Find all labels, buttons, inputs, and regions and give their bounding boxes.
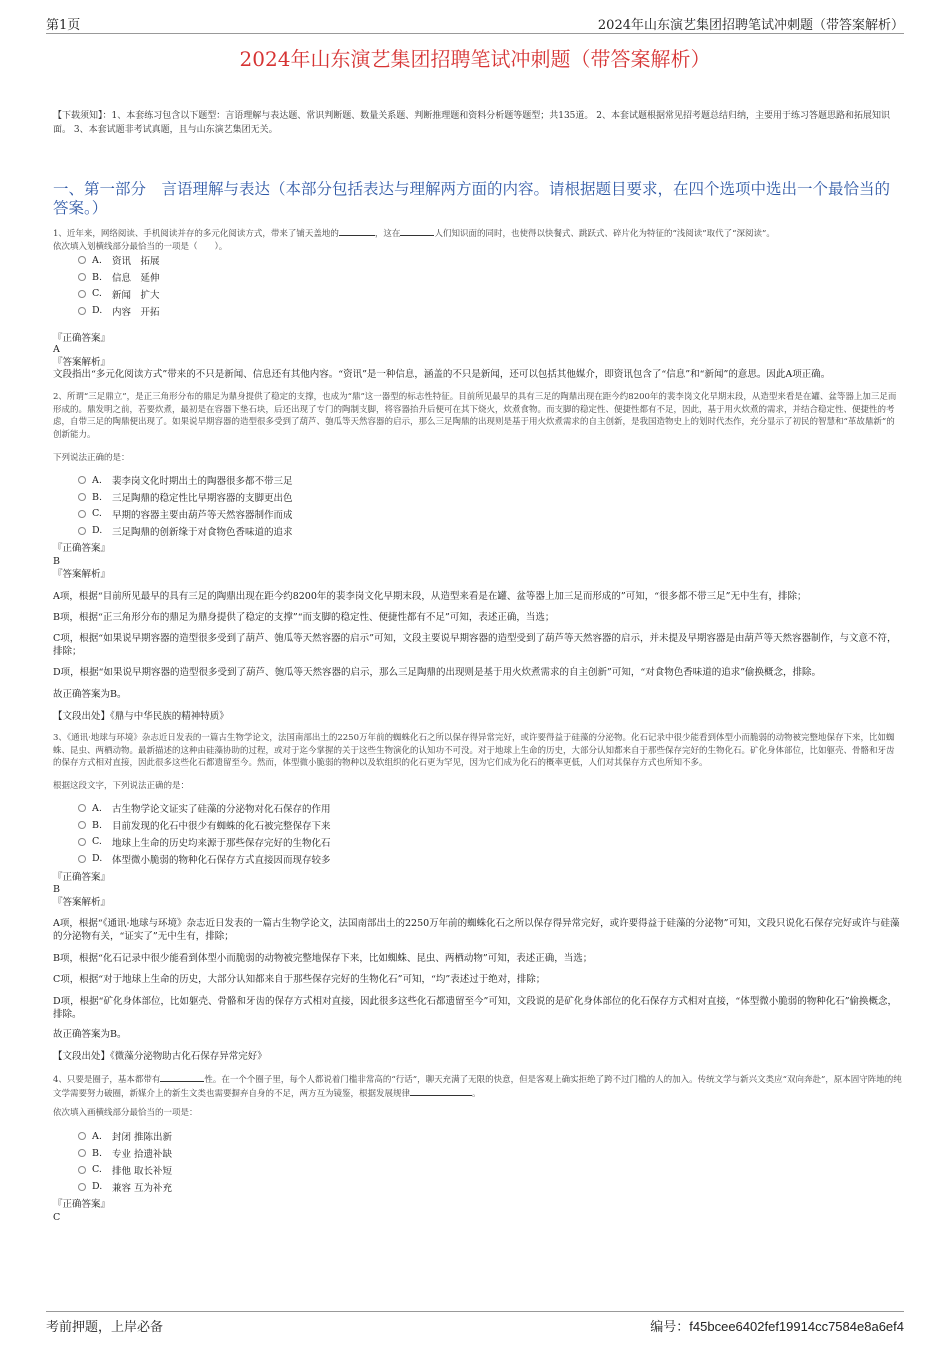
question-2-prompt: 下列说法正确的是： — [53, 453, 130, 463]
correct-answer-value: B — [53, 556, 60, 567]
option-c[interactable]: C. 地球上生命的历史均来源于那些保存完好的生物化石 — [78, 834, 331, 851]
question-4-options — [78, 1128, 172, 1195]
section-heading: 一、第一部分 言语理解与表达（本部分包括表达与理解两方面的内容。请根据题目要求，在四个选项中选出一个最恰当的答案。） — [53, 180, 891, 217]
radio-button[interactable] — [78, 290, 86, 298]
radio-button[interactable] — [78, 510, 86, 518]
question-3-stem: 3、《通讯·地球与环境》杂志近日发表的一篇古生物学论文，法国南部出土的2250万年前的蜘蛛化石之所以保存得异常完好，或许要得益于硅藻的分泌物。化石记录中很少能看到体型小而脆弱的动物被完整地保存下来，比如蜘蛛、昆虫、两栖动物。最新描述的这种由硅藻协助的过程，或对于迄今掌握的关于这些生物演化的认知功不可没。对于地球上生命的历史，大部分认知都来自于那些保存完好的生物化石。矿化身体部位，比如躯壳、骨骼和牙齿的保存方式相对直接，因此很多这些化石都遗留至今。然而，体型微小脆弱的物种以及软组织的化石更为罕见，因为它们成为化石的概率更低，人们对其保存方式也所知不多。 — [53, 733, 895, 768]
question-4-stem: 4、只要是圈子，基本都带有 性。在一个个圈子里，每个人都说着门槛非常高的“行话”，聊天充满了无限的快意，但是客观上确实拒绝了跨不过门槛的人的加入。传统文学与新兴文类应“双向奔赴”，原本固守阵地的纯文学需要努力破圈，新媒介上的新生文类也需要摒弃自身的不足，两方互为镜鉴，根据发展规律 。 — [53, 1075, 902, 1099]
option-d[interactable]: D. 三足陶鼎的创新缘于对食物色香味道的追求 — [78, 522, 293, 539]
correct-answer-value: C — [53, 1212, 61, 1223]
radio-button[interactable] — [78, 273, 86, 281]
analysis-paragraph: D项，根据“如果说早期容器的造型很多受到了葫芦、匏瓜等天然容器的启示，那么三足陶鼎的出现则是基于用火炊煮需求的自主创新”可知，“对食物色香味道的追求”偷换概念，排除。 — [53, 667, 822, 678]
radio-button[interactable] — [78, 855, 86, 863]
option-a[interactable]: A. 裴李岗文化时期出土的陶器很多都不带三足 — [78, 472, 293, 489]
passage-source: 【文段出处】《鼎与中华民族的精神特质》 — [53, 711, 229, 722]
correct-answer-value: B — [53, 884, 60, 895]
option-b[interactable]: B. 信息 延伸 — [78, 269, 160, 286]
correct-answer-label: 『正确答案』 — [53, 1199, 111, 1210]
analysis-paragraph: B项，根据“正三角形分布的鼎足为鼎身提供了稳定的支撑”“而支脚的稳定性、便捷性都有不足”可知，表述正确，当选； — [53, 612, 555, 623]
option-c[interactable]: C. 排他 取长补短 — [78, 1162, 172, 1179]
question-2-options — [78, 472, 293, 539]
correct-answer-value: A — [53, 344, 60, 355]
option-c[interactable]: C. 新闻 扩大 — [78, 286, 160, 303]
option-d[interactable]: D. 兼容 互为补充 — [78, 1178, 172, 1195]
correct-answer-label: 『正确答案』 — [53, 872, 111, 883]
page-footer — [46, 1311, 904, 1335]
page-header — [46, 14, 904, 34]
analysis-conclusion: 故正确答案为B。 — [53, 689, 127, 700]
correct-answer-label: 『正确答案』 — [53, 543, 111, 554]
question-3-prompt: 根据这段文字，下列说法正确的是： — [53, 781, 190, 791]
analysis-paragraph: A项，根据“目前所见最早的具有三足的陶鼎出现在距今约8200年的裴李岗文化早期末段，从造型来看是在罐、盆等器上加三足而形成的”可知，“很多都不带三足”无中生有，排除； — [53, 591, 807, 602]
header-doc-title: 2024年山东演艺集团招聘笔试冲刺题（带答案解析） — [597, 18, 904, 33]
analysis-paragraph: C项，根据“如果说早期容器的造型很多受到了葫芦、匏瓜等天然容器的启示”可知，文段主要说早期容器的造型受到了葫芦等天然容器的启示，并未提及早期容器是由葫芦等天然容器制作，与文意不符，排除； — [53, 633, 897, 657]
analysis-label: 『答案解析』 — [53, 357, 111, 368]
radio-button[interactable] — [78, 1149, 86, 1157]
analysis-paragraph: B项，根据“化石记录中很少能看到体型小而脆弱的动物被完整地保存下来，比如蜘蛛、昆虫、两栖动物”可知，表述正确，当选； — [53, 953, 593, 964]
radio-button[interactable] — [78, 256, 86, 264]
option-c[interactable]: C. 早期的容器主要由葫芦等天然容器制作而成 — [78, 506, 293, 523]
question-2-stem: 2、所谓“三足鼎立”，是正三角形分布的鼎足为鼎身提供了稳定的支撑，也成为“鼎”这一器型的标志性特征。目前所见最早的具有三足的陶鼎出现在距今约8200年的裴李岗文化早期末段，从造型来看是在罐、盆等器上加三足而形成的。鼎发明之前，若要炊煮，最初是在容器下垫石块，后还出现了专门的陶制支脚，将容器抬升后便可在其下烧火，炊煮食物。而支脚的稳定性、便捷性都有不足，因此，基于用火炊煮的需求，并结合稳定性、便捷性的考虑，自带三足的陶鼎便出现了。如果说早期容器的造型很多受到了葫芦、匏瓜等天然容器的启示，那么三足陶鼎的出现则是基于用火炊煮需求的自主创新，是我国造物史上的划时代杰作，充分显示了初民的智慧和“革故鼎新”的创新能力。 — [53, 392, 897, 440]
download-notice: 【下载须知】：1、本套练习包含以下题型：言语理解与表达题、常识判断题、数量关系题、判断推理题和资料分析题等题型；共135道。 2、本套试题根据常见招考题总结归纳，主要用于练习答题思路和拓展知识面。 3、本套试题非考试真题，且与山东演艺集团无关。 — [53, 111, 890, 135]
radio-button[interactable] — [78, 1183, 86, 1191]
question-3-options — [78, 800, 331, 867]
footer-slogan: 考前押题，上岸必备 — [46, 1320, 164, 1335]
question-4-prompt: 依次填入画横线部分最恰当的一项是： — [53, 1108, 198, 1118]
radio-button[interactable] — [78, 1132, 86, 1140]
analysis-paragraph: A项，根据“《通讯·地球与环境》杂志近日发表的一篇古生物学论文，法国南部出土的2250万年前的蜘蛛化石之所以保存得异常完好，或许要得益于硅藻的分泌物”可知，文段只说化石保存完好或许与硅藻的分泌物有关，“证实了”无中生有，排除； — [53, 918, 900, 942]
question-1-analysis: 文段指出“多元化阅读方式”带来的不只是新闻、信息还有其他内容。“资讯”是一种信息，涵盖的不只是新闻，还可以包括其他媒介，即资讯包含了“信息”和“新闻”的意思。因此A项正确。 — [53, 369, 831, 380]
analysis-paragraph: C项，根据“对于地球上生命的历史，大部分认知都来自于那些保存完好的生物化石”可知，“均”表述过于绝对，排除； — [53, 974, 546, 985]
page-number: 第1页 — [46, 18, 81, 33]
option-d[interactable]: D. 内容 开拓 — [78, 302, 160, 319]
option-b[interactable]: B. 三足陶鼎的稳定性比早期容器的支脚更出色 — [78, 489, 293, 506]
document-code: 编号：f45bcee6402fef19914cc7584e8a6ef4 — [650, 1319, 904, 1334]
analysis-label: 『答案解析』 — [53, 569, 111, 580]
option-b[interactable]: B. 目前发现的化石中很少有蜘蛛的化石被完整保存下来 — [78, 817, 331, 834]
correct-answer-label: 『正确答案』 — [53, 333, 111, 344]
option-d[interactable]: D. 体型微小脆弱的物种化石保存方式直接因而现存较多 — [78, 850, 331, 867]
radio-button[interactable] — [78, 821, 86, 829]
radio-button[interactable] — [78, 527, 86, 535]
radio-button[interactable] — [78, 804, 86, 812]
radio-button[interactable] — [78, 307, 86, 315]
radio-button[interactable] — [78, 1166, 86, 1174]
analysis-paragraph: D项，根据“矿化身体部位，比如躯壳、骨骼和牙齿的保存方式相对直接，因此很多这些化石都遗留至今”可知，文段说的是矿化身体部位的化石保存方式相对直接，“体型微小脆弱的物种化石”偷换概念，排除。 — [53, 996, 898, 1020]
analysis-conclusion: 故正确答案为B。 — [53, 1029, 127, 1040]
question-1-options — [78, 252, 160, 319]
radio-button[interactable] — [78, 476, 86, 484]
analysis-label: 『答案解析』 — [53, 897, 111, 908]
option-a[interactable]: A. 封闭 推陈出新 — [78, 1128, 172, 1145]
passage-source: 【文段出处】《微藻分泌物助古化石保存异常完好》 — [53, 1051, 267, 1062]
option-a[interactable]: A. 古生物学论文证实了硅藻的分泌物对化石保存的作用 — [78, 800, 331, 817]
option-b[interactable]: B. 专业 拾遗补缺 — [78, 1145, 172, 1162]
question-1-stem: 1、近年来，网络阅读、手机阅读并存的多元化阅读方式，带来了铺天盖地的 ，这在 人们知识面的同时，也使得以快餐式、跳跃式、碎片化为特征的“浅阅读”取代了“深阅读”。 依次填入划横线部分最恰当的一项是（ ）。 — [53, 229, 775, 252]
radio-button[interactable] — [78, 493, 86, 501]
option-a[interactable]: A. 资讯 拓展 — [78, 252, 160, 269]
radio-button[interactable] — [78, 838, 86, 846]
document-title: 2024年山东演艺集团招聘笔试冲刺题（带答案解析） — [239, 47, 711, 71]
